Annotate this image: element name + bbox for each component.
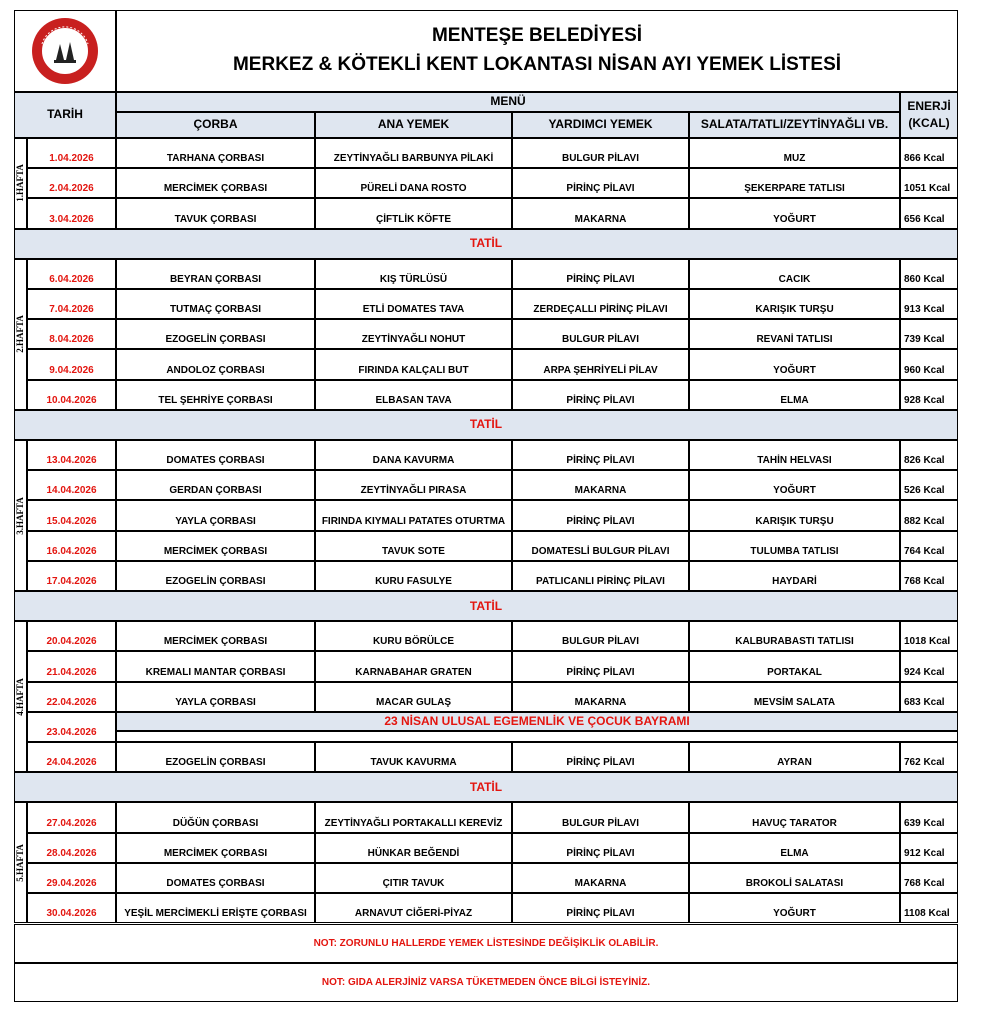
soup-cell: EZOGELİN ÇORBASI [116,742,315,772]
date-cell: 24.04.2026 [27,742,116,772]
date-cell: 23.04.2026 [27,712,116,742]
logo-box [14,10,116,92]
col-header-yardimci-yemek: YARDIMCI YEMEK [512,112,689,138]
dessert-salad-cell: TAHİN HELVASI [689,440,900,470]
date-cell: 2.04.2026 [27,168,116,198]
tatil-band: TATİL [14,772,958,802]
energy-kcal-cell: 656 Kcal [900,198,958,228]
main-dish-cell: FIRINDA KIYMALI PATATES OTURTMA [315,500,512,530]
kcal-unit-label: (KCAL) [908,116,950,130]
week-label [14,621,27,772]
soup-cell: MERCİMEK ÇORBASI [116,833,315,863]
dessert-salad-cell: YOĞURT [689,470,900,500]
side-dish-cell: PİRİNÇ PİLAVI [512,500,689,530]
energy-kcal-cell: 960 Kcal [900,349,958,379]
col-header-corba: ÇORBA [116,112,315,138]
energy-kcal-cell: 924 Kcal [900,651,958,681]
dessert-salad-cell: KARIŞIK TURŞU [689,289,900,319]
soup-cell: KREMALI MANTAR ÇORBASI [116,651,315,681]
main-dish-cell: ZEYTİNYAĞLI PORTAKALLI KEREVİZ [315,802,512,832]
col-header-menu: MENÜ [116,92,900,112]
soup-cell: DÜĞÜN ÇORBASI [116,802,315,832]
main-dish-cell: KURU FASULYE [315,561,512,591]
side-dish-cell: PİRİNÇ PİLAVI [512,440,689,470]
side-dish-cell: PİRİNÇ PİLAVI [512,833,689,863]
dessert-salad-cell: ŞEKERPARE TATLISI [689,168,900,198]
week-label [14,440,27,591]
dessert-salad-cell: MUZ [689,138,900,168]
date-cell: 21.04.2026 [27,651,116,681]
energy-kcal-cell: 762 Kcal [900,742,958,772]
side-dish-cell: PİRİNÇ PİLAVI [512,168,689,198]
energy-kcal-cell: 526 Kcal [900,470,958,500]
energy-kcal-cell: 913 Kcal [900,289,958,319]
date-cell: 30.04.2026 [27,893,116,923]
date-cell: 8.04.2026 [27,319,116,349]
energy-kcal-cell: 1051 Kcal [900,168,958,198]
date-cell: 15.04.2026 [27,500,116,530]
soup-cell: MERCİMEK ÇORBASI [116,531,315,561]
main-dish-cell: HÜNKAR BEĞENDİ [315,833,512,863]
week-label-text: 4.HAFTA [14,677,25,716]
note-change: NOT: ZORUNLU HALLERDE YEMEK LİSTESİNDE DEĞİŞİKLİK OLABİLİR. [14,924,958,963]
tatil-band: TATİL [14,410,958,440]
dessert-salad-cell: YOĞURT [689,349,900,379]
dessert-salad-cell: CACIK [689,259,900,289]
dessert-salad-cell: HAYDARİ [689,561,900,591]
week-label [14,802,27,923]
energy-kcal-cell: 912 Kcal [900,833,958,863]
date-cell: 20.04.2026 [27,621,116,651]
date-cell: 3.04.2026 [27,198,116,228]
dessert-salad-cell: ELMA [689,380,900,410]
soup-cell: MERCİMEK ÇORBASI [116,621,315,651]
soup-cell: EZOGELİN ÇORBASI [116,561,315,591]
soup-cell: DOMATES ÇORBASI [116,863,315,893]
main-dish-cell: ARNAVUT CİĞERİ-PİYAZ [315,893,512,923]
energy-kcal-cell: 1018 Kcal [900,621,958,651]
date-cell: 6.04.2026 [27,259,116,289]
col-header-enerji [900,92,958,138]
dessert-salad-cell: KALBURABASTI TATLISI [689,621,900,651]
title-box [116,10,958,92]
soup-cell: YAYLA ÇORBASI [116,682,315,712]
main-dish-cell: ETLİ DOMATES TAVA [315,289,512,319]
main-dish-cell: KURU BÖRÜLCE [315,621,512,651]
side-dish-cell: ARPA ŞEHRİYELİ PİLAV [512,349,689,379]
side-dish-cell: BULGUR PİLAVI [512,802,689,832]
dessert-salad-cell: BROKOLİ SALATASI [689,863,900,893]
side-dish-cell: PATLICANLI PİRİNÇ PİLAVI [512,561,689,591]
date-cell: 22.04.2026 [27,682,116,712]
col-header-salata: SALATA/TATLI/ZEYTİNYAĞLI VB. [689,112,900,138]
week-label-text: 3.HAFTA [14,496,25,535]
holiday-spacer [116,731,958,742]
energy-kcal-cell: 768 Kcal [900,863,958,893]
page-subtitle: MERKEZ & KÖTEKLİ KENT LOKANTASI NİSAN AYI YEMEK LİSTESİ [232,54,842,75]
week-label-text: 2.HAFTA [14,315,25,354]
main-dish-cell: PÜRELİ DANA ROSTO [315,168,512,198]
dessert-salad-cell: PORTAKAL [689,651,900,681]
side-dish-cell: MAKARNA [512,682,689,712]
side-dish-cell: BULGUR PİLAVI [512,621,689,651]
note-allergy: NOT: GIDA ALERJİNİZ VARSA TÜKETMEDEN ÖNCE BİLGİ İSTEYİNİZ. [14,963,958,1002]
main-dish-cell: KARNABAHAR GRATEN [315,651,512,681]
side-dish-cell: BULGUR PİLAVI [512,319,689,349]
soup-cell: YAYLA ÇORBASI [116,500,315,530]
side-dish-cell: DOMATESLİ BULGUR PİLAVI [512,531,689,561]
main-dish-cell: DANA KAVURMA [315,440,512,470]
week-label-text: 5.HAFTA [14,843,25,882]
main-dish-cell: TAVUK SOTE [315,531,512,561]
side-dish-cell: MAKARNA [512,198,689,228]
side-dish-cell: PİRİNÇ PİLAVI [512,893,689,923]
soup-cell: TEL ŞEHRİYE ÇORBASI [116,380,315,410]
side-dish-cell: PİRİNÇ PİLAVI [512,651,689,681]
energy-kcal-cell: 764 Kcal [900,531,958,561]
soup-cell: DOMATES ÇORBASI [116,440,315,470]
date-cell: 29.04.2026 [27,863,116,893]
page-title: MENTEŞE BELEDİYESİ [431,25,643,47]
date-cell: 17.04.2026 [27,561,116,591]
date-cell: 14.04.2026 [27,470,116,500]
energy-kcal-cell: 860 Kcal [900,259,958,289]
main-dish-cell: FIRINDA KALÇALI BUT [315,349,512,379]
date-cell: 27.04.2026 [27,802,116,832]
side-dish-cell: BULGUR PİLAVI [512,138,689,168]
energy-kcal-cell: 928 Kcal [900,380,958,410]
dessert-salad-cell: ELMA [689,833,900,863]
side-dish-cell: MAKARNA [512,470,689,500]
soup-cell: TARHANA ÇORBASI [116,138,315,168]
energy-kcal-cell: 683 Kcal [900,682,958,712]
date-cell: 13.04.2026 [27,440,116,470]
tatil-band: TATİL [14,591,958,621]
energy-kcal-cell: 768 Kcal [900,561,958,591]
col-header-ana-yemek: ANA YEMEK [315,112,512,138]
tatil-band: TATİL [14,229,958,259]
soup-cell: EZOGELİN ÇORBASI [116,319,315,349]
soup-cell: TAVUK ÇORBASI [116,198,315,228]
col-header-tarih: TARİH [14,92,116,138]
menu-sheet [14,10,958,1002]
energy-kcal-cell: 1108 Kcal [900,893,958,923]
date-cell: 10.04.2026 [27,380,116,410]
soup-cell: YEŞİL MERCİMEKLİ ERİŞTE ÇORBASI [116,893,315,923]
main-dish-cell: TAVUK KAVURMA [315,742,512,772]
energy-kcal-cell: 739 Kcal [900,319,958,349]
main-dish-cell: ZEYTİNYAĞLI PIRASA [315,470,512,500]
dessert-salad-cell: TULUMBA TATLISI [689,531,900,561]
week-label [14,259,27,410]
soup-cell: TUTMAÇ ÇORBASI [116,289,315,319]
municipality-seal-icon [30,16,100,86]
soup-cell: MERCİMEK ÇORBASI [116,168,315,198]
soup-cell: GERDAN ÇORBASI [116,470,315,500]
date-cell: 1.04.2026 [27,138,116,168]
dessert-salad-cell: YOĞURT [689,893,900,923]
dessert-salad-cell: YOĞURT [689,198,900,228]
soup-cell: ANDOLOZ ÇORBASI [116,349,315,379]
soup-cell: BEYRAN ÇORBASI [116,259,315,289]
date-cell: 9.04.2026 [27,349,116,379]
dessert-salad-cell: KARIŞIK TURŞU [689,500,900,530]
week-label [14,138,27,229]
date-cell: 28.04.2026 [27,833,116,863]
energy-kcal-cell: 826 Kcal [900,440,958,470]
main-dish-cell: ZEYTİNYAĞLI NOHUT [315,319,512,349]
main-dish-cell: ÇITIR TAVUK [315,863,512,893]
main-dish-cell: ÇİFTLİK KÖFTE [315,198,512,228]
dessert-salad-cell: HAVUÇ TARATOR [689,802,900,832]
side-dish-cell: ZERDEÇALLI PİRİNÇ PİLAVI [512,289,689,319]
side-dish-cell: PİRİNÇ PİLAVI [512,742,689,772]
main-dish-cell: KIŞ TÜRLÜSÜ [315,259,512,289]
main-dish-cell: ELBASAN TAVA [315,380,512,410]
dessert-salad-cell: REVANİ TATLISI [689,319,900,349]
energy-kcal-cell: 882 Kcal [900,500,958,530]
side-dish-cell: MAKARNA [512,863,689,893]
side-dish-cell: PİRİNÇ PİLAVI [512,259,689,289]
energy-kcal-cell: 866 Kcal [900,138,958,168]
energy-kcal-cell: 639 Kcal [900,802,958,832]
side-dish-cell: PİRİNÇ PİLAVI [512,380,689,410]
week-label-text: 1.HAFTA [14,164,25,203]
holiday-banner: 23 NİSAN ULUSAL EGEMENLİK VE ÇOCUK BAYRAMI [116,712,958,731]
main-dish-cell: ZEYTİNYAĞLI BARBUNYA PİLAKİ [315,138,512,168]
date-cell: 7.04.2026 [27,289,116,319]
enerji-label: ENERJİ [907,98,951,113]
dessert-salad-cell: AYRAN [689,742,900,772]
dessert-salad-cell: MEVSİM SALATA [689,682,900,712]
main-dish-cell: MACAR GULAŞ [315,682,512,712]
date-cell: 16.04.2026 [27,531,116,561]
